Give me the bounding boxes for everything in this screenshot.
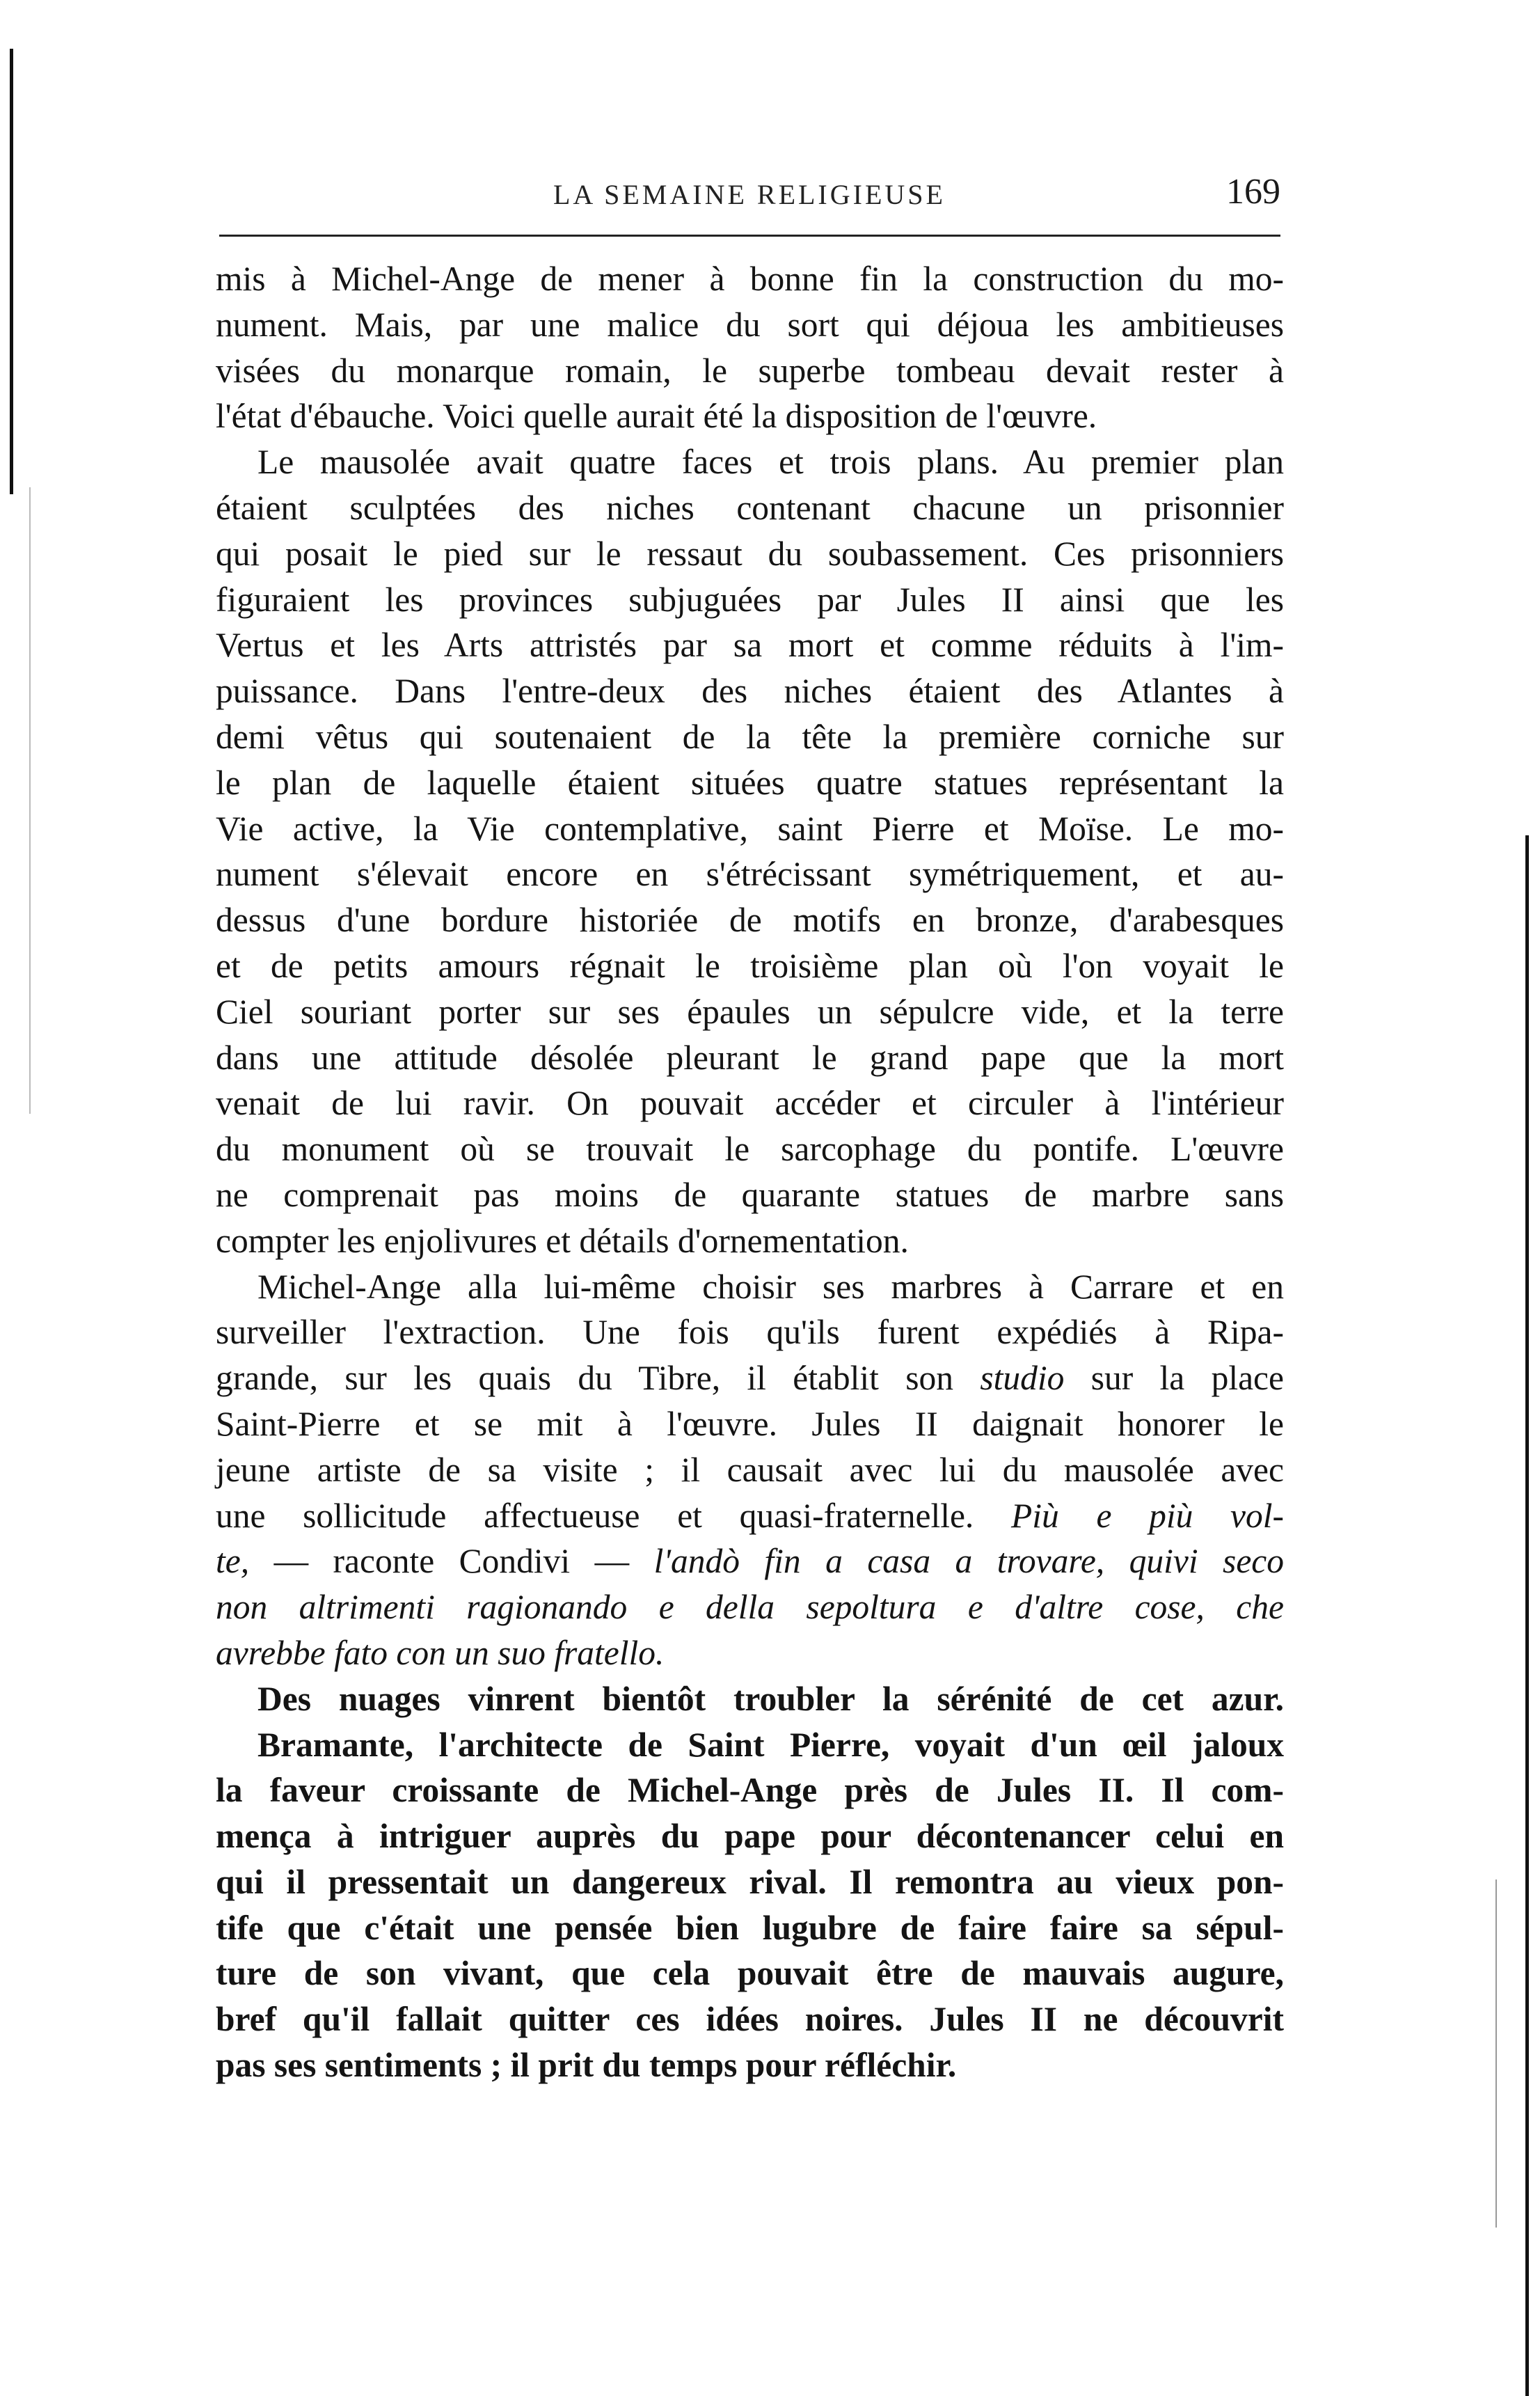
text-line: étaient sculptées des niches contenant chacune un prisonnier — [216, 488, 1284, 527]
italic-quote: avrebbe fato con un suo fratello. — [216, 1633, 665, 1672]
running-title: LA SEMAINE RELIGIEUSE — [553, 179, 946, 210]
text-line: tife que c'était une pensée bien lugubre de faire faire sa sépul- — [216, 1908, 1284, 1947]
text-line: du monument où se trouvait le sarcophage du pontife. L'œuvre — [216, 1130, 1284, 1169]
italic-quote: l'andò fin a casa a trovare, quivi seco — [653, 1542, 1285, 1581]
text-segment: — raconte Condivi — — [273, 1542, 630, 1581]
italic-line — [216, 1584, 1284, 1630]
text-line: jeune artiste de sa visite ; il causait avec lui du mausolée avec — [216, 1450, 1284, 1489]
text-line: Saint-Pierre et se mit à l'œuvre. Jules II daignait honorer le — [216, 1404, 1284, 1443]
text-line: surveiller l'extraction. Une fois qu'ils furent expédiés à Ripa- — [216, 1313, 1284, 1352]
italic-quote: Più e più vol- — [1011, 1496, 1285, 1535]
text-segment: sur la place — [1090, 1359, 1285, 1398]
text-line-mixed — [216, 1493, 1284, 1539]
text-line: dans une attitude désolée pleurant le grand pape que la mort — [216, 1038, 1284, 1077]
text-line: nument. Mais, par une malice du sort qui déjoua les ambitieuses — [216, 305, 1284, 344]
header-rule — [219, 235, 1280, 237]
scan-edge-left — [10, 49, 13, 494]
text-line: nument s'élevait encore en s'étrécissant symétriquement, et au- — [216, 855, 1284, 894]
text-line: ne comprenait pas moins de quarante statues de marbre sans — [216, 1175, 1284, 1214]
text-line: le plan de laquelle étaient situées quatre statues représentant la — [216, 763, 1284, 802]
text-line: bref qu'il fallait quitter ces idées noires. Jules II ne découvrit — [216, 2000, 1284, 2039]
italic-line — [216, 1630, 1284, 1676]
text-line: l'état d'ébauche. Voici quelle aurait été la disposition de l'œuvre. — [216, 397, 1097, 436]
text-line: venait de lui ravir. On pouvait accéder et circuler à l'intérieur — [216, 1084, 1284, 1123]
text-line: visées du monarque romain, le superbe tombeau devait rester à — [216, 351, 1284, 390]
text-line: la faveur croissante de Michel-Ange près de Jules II. Il com- — [216, 1771, 1284, 1810]
italic-term: studio — [980, 1359, 1065, 1398]
scan-edge-left-thin — [29, 487, 31, 1114]
text-line: et de petits amours régnait le troisième plan où l'on voyait le — [216, 946, 1284, 985]
text-line: mença à intriguer auprès du pape pour décontenancer celui en — [216, 1817, 1284, 1856]
text-line: Ciel souriant porter sur ses épaules un sépulcre vide, et la terre — [216, 992, 1284, 1031]
page-header — [219, 171, 1280, 220]
page-number: 169 — [1226, 172, 1280, 212]
text-line: compter les enjolivures et détails d'ornementation. — [216, 1221, 909, 1260]
text-line: figuraient les provinces subjuguées par Jules II ainsi que les — [216, 580, 1284, 619]
text-line: qui il pressentait un dangereux rival. Il remontra au vieux pon- — [216, 1862, 1284, 1901]
text-segment: une sollicitude affectueuse et quasi-fraternelle. — [216, 1496, 974, 1535]
text-line: Bramante, l'architecte de Saint Pierre, voyait d'un œil jaloux — [257, 1725, 1284, 1764]
text-line: Le mausolée avait quatre faces et trois plans. Au premier plan — [257, 443, 1284, 482]
body-text — [216, 256, 1284, 2088]
text-line: qui posait le pied sur le ressaut du soubassement. Ces prisonniers — [216, 534, 1284, 573]
text-line: ture de son vivant, que cela pouvait être de mauvais augure, — [216, 1954, 1284, 1993]
scan-edge-right — [1525, 835, 1529, 2396]
text-line: demi vêtus qui soutenaient de la tête la première corniche sur — [216, 717, 1284, 756]
text-line: Vertus et les Arts attristés par sa mort et comme réduits à l'im- — [216, 626, 1284, 665]
scan-edge-right-thin — [1495, 1879, 1497, 2228]
italic-quote: non altrimenti ragionando e della sepoltura e d'altre cose, che — [216, 1588, 1284, 1627]
italic-quote: te, — [216, 1542, 250, 1581]
text-segment: grande, sur les quais du Tibre, il établit son — [216, 1359, 954, 1398]
text-line: Vie active, la Vie contemplative, saint Pierre et Moïse. Le mo- — [216, 809, 1284, 848]
text-line: Michel-Ange alla lui-même choisir ses marbres à Carrare et en — [257, 1267, 1284, 1306]
text-line-mixed — [216, 1355, 1284, 1401]
text-line: pas ses sentiments ; il prit du temps pour réfléchir. — [216, 2046, 957, 2085]
text-line: puissance. Dans l'entre-deux des niches étaient des Atlantes à — [216, 672, 1284, 711]
text-line-mixed — [216, 1538, 1284, 1584]
text-line: mis à Michel-Ange de mener à bonne fin la construction du mo- — [216, 260, 1284, 298]
text-line: Des nuages vinrent bientôt troubler la sérénité de cet azur. — [257, 1679, 1284, 1718]
text-line: dessus d'une bordure historiée de motifs en bronze, d'arabesques — [216, 901, 1284, 940]
